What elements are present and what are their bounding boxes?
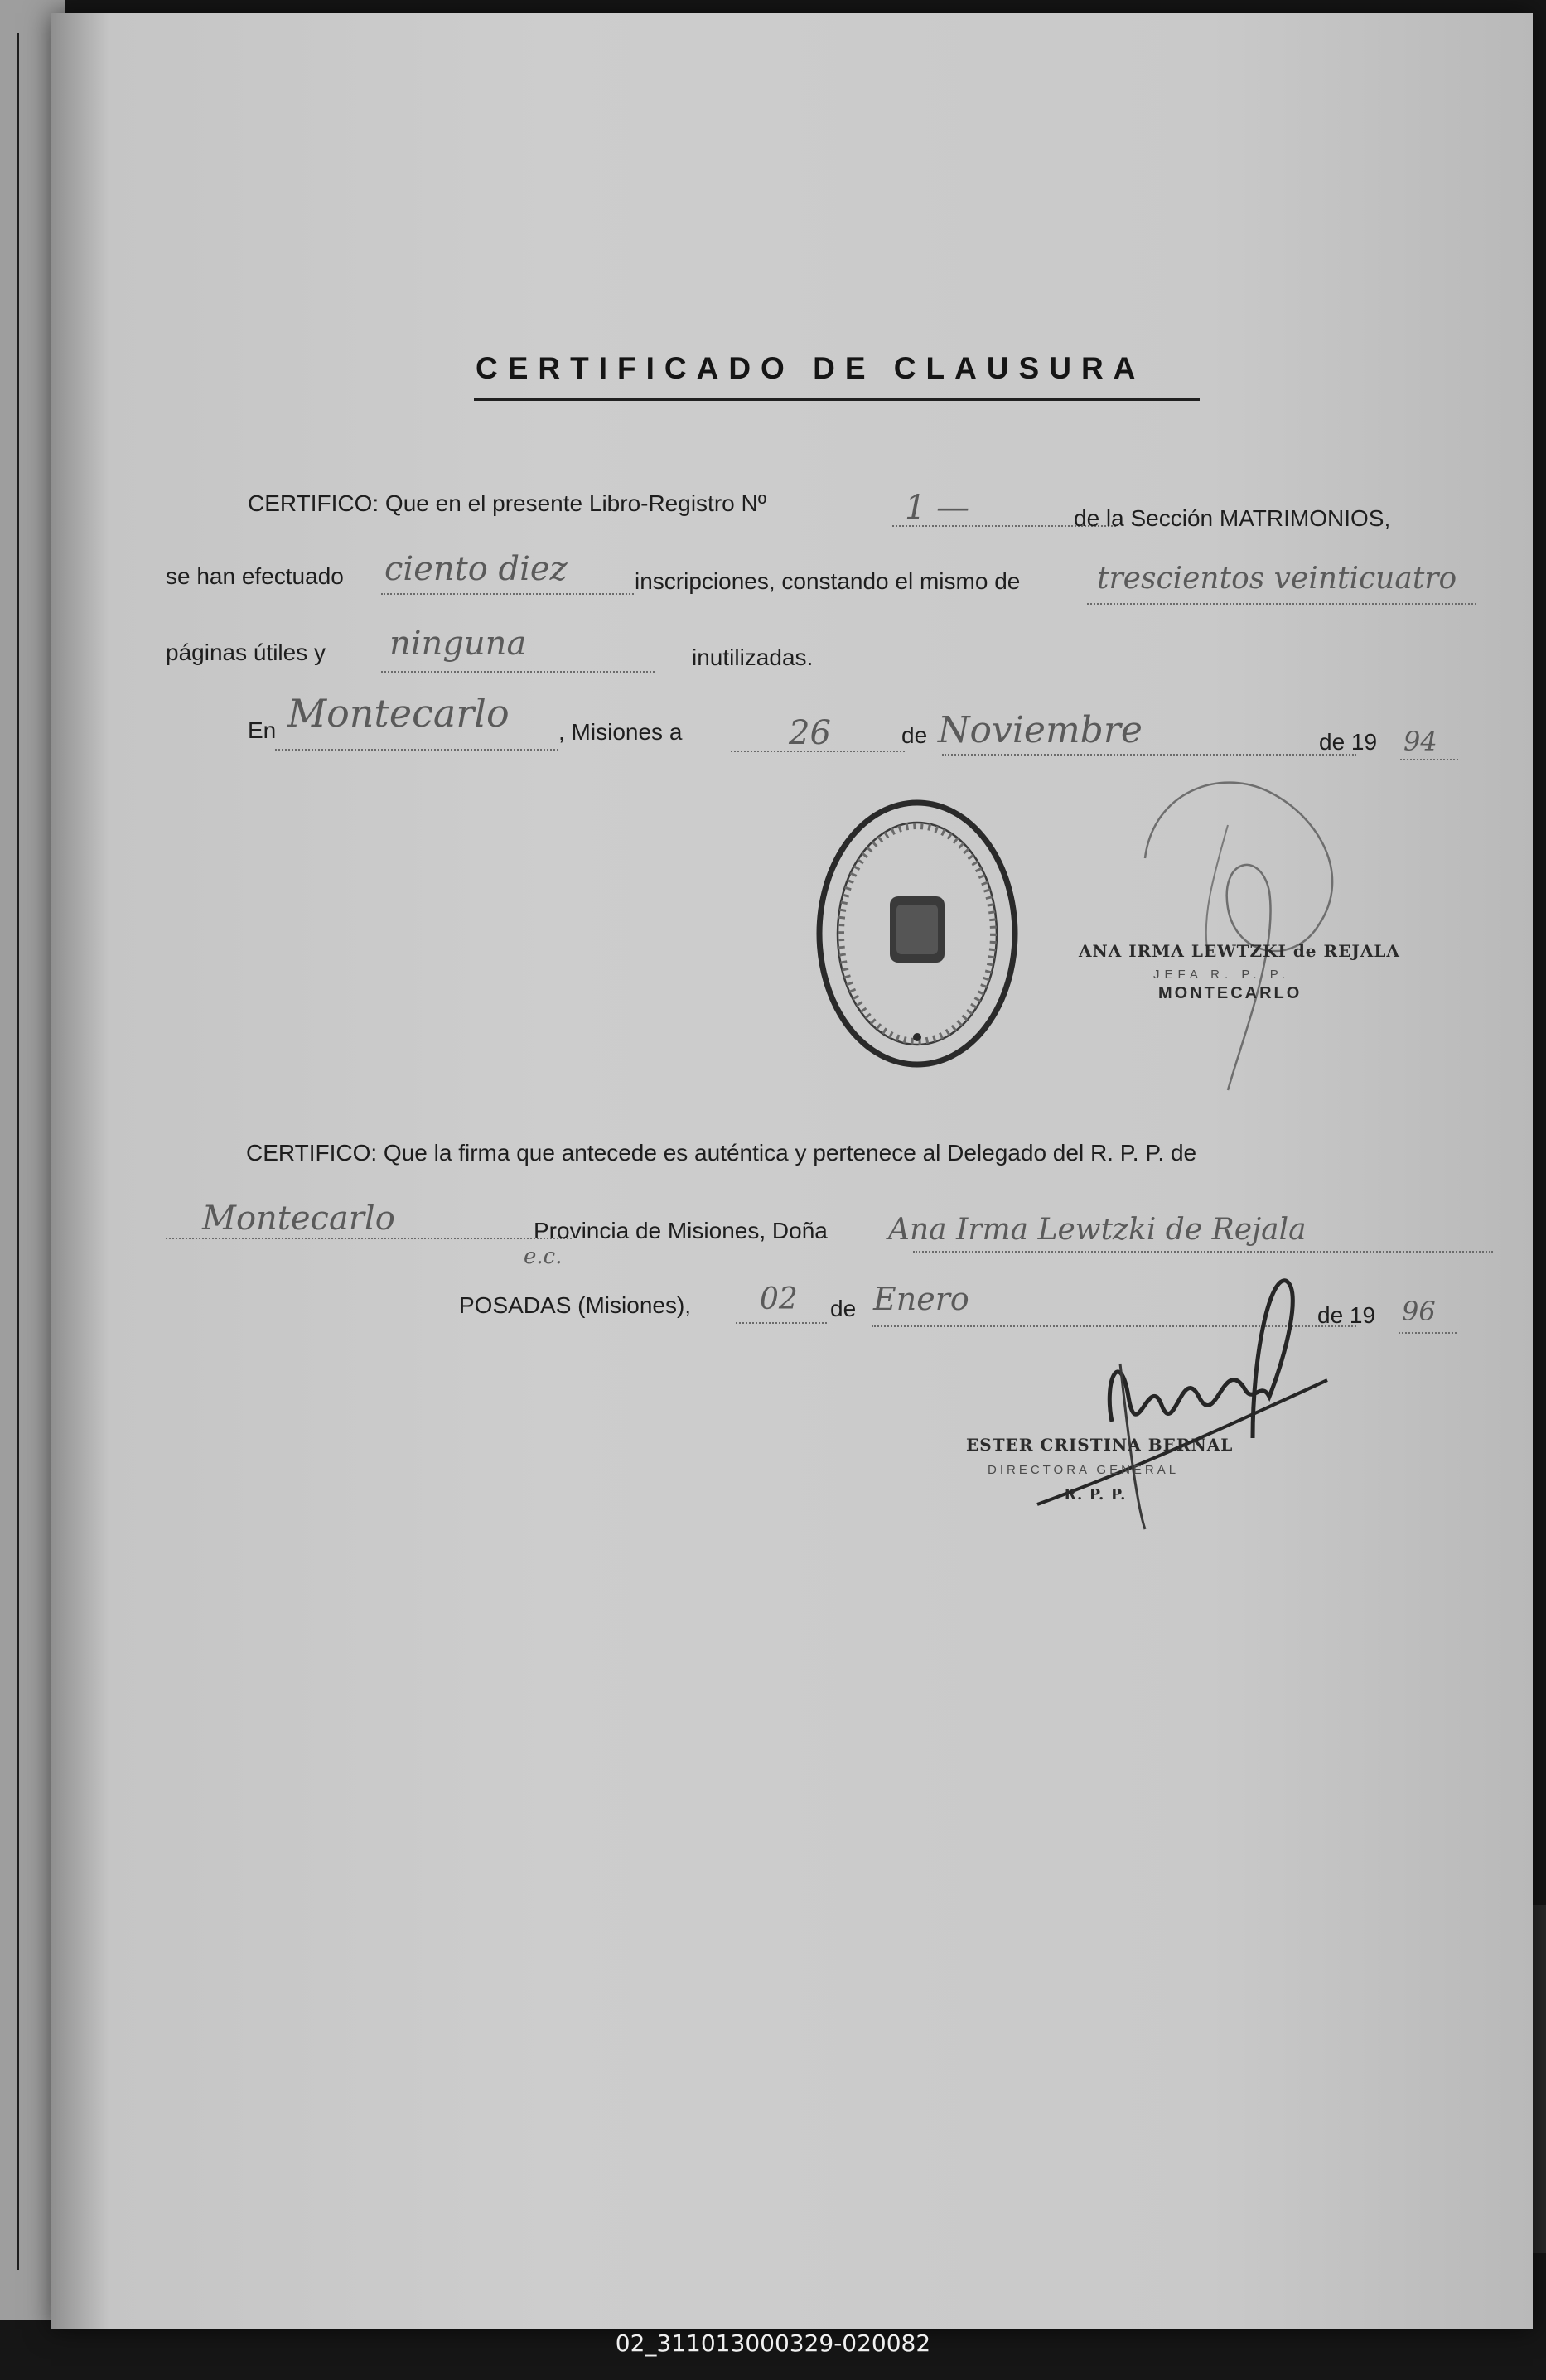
inscripciones-count-line <box>381 593 634 595</box>
signature-1-role: JEFA R. P. P. <box>1153 968 1290 982</box>
footer-reference: 02_311013000329-020082 <box>615 2329 931 2357</box>
p1-line4-text-a: En <box>248 717 277 743</box>
p1-line3-text-b: inutilizadas. <box>692 644 814 670</box>
p2-day-line <box>736 1322 827 1324</box>
year-handwritten: 94 <box>1403 726 1437 757</box>
p2-line1-text: CERTIFICO: Que la firma que antecede es auténtica y pertenece al Delegado del R. P. P. de <box>246 1140 1197 1166</box>
p2-line2-text-a: Provincia de Misiones, Doña <box>534 1218 828 1243</box>
p1-line3-text-a: páginas útiles y <box>166 640 326 665</box>
p2-line3-text-c: de 19 <box>1317 1302 1376 1328</box>
inutilizadas-count-handwritten: ninguna <box>389 625 527 663</box>
p2-month-handwritten: Enero <box>873 1281 969 1317</box>
p2-year-line <box>1399 1332 1457 1334</box>
p1-line1-text-a: CERTIFICO: Que en el presente Libro-Registro Nº <box>248 490 766 516</box>
p1-line4-text-b: , Misiones a <box>558 719 683 745</box>
p2-name-handwritten: Ana Irma Lewtzki de Rejala <box>888 1213 1307 1247</box>
paginas-count-handwritten: trescientos veinticuatro <box>1097 562 1457 596</box>
paginas-count-line <box>1087 603 1476 605</box>
official-seal-stamp <box>814 797 1021 1070</box>
p2-line3-text-b: de <box>830 1296 857 1321</box>
document-page <box>51 13 1533 2329</box>
place-handwritten: Montecarlo <box>287 691 510 736</box>
signature-2-scribble <box>1004 1256 1369 1554</box>
p1-line2-text-a: se han efectuado <box>166 563 344 589</box>
p2-name-line <box>913 1251 1493 1253</box>
signature-2-org: R. P. P. <box>1064 1486 1127 1504</box>
inscripciones-count-handwritten: ciento diez <box>384 550 568 588</box>
p2-place-line <box>166 1238 572 1239</box>
signature-1-place: MONTECARLO <box>1158 984 1302 1002</box>
document-title: CERTIFICADO DE CLAUSURA <box>476 351 1146 385</box>
p1-line1-text-b: de la Sección MATRIMONIOS, <box>1074 505 1391 531</box>
signature-2-name: ESTER CRISTINA BERNAL <box>966 1435 1234 1455</box>
p2-line3-text-a: POSADAS (Misiones), <box>459 1292 692 1318</box>
place-line <box>275 749 558 751</box>
p1-line4-text-c: de <box>901 722 928 748</box>
p2-note-handwritten: e.c. <box>524 1244 563 1269</box>
p1-line4-text-d: de 19 <box>1319 729 1378 755</box>
signature-1-scribble <box>1104 759 1402 1107</box>
p2-year-handwritten: 96 <box>1402 1296 1436 1327</box>
month-handwritten: Noviembre <box>938 709 1143 751</box>
day-handwritten: 26 <box>789 714 831 752</box>
month-line <box>942 754 1356 756</box>
inutilizadas-count-line <box>381 671 655 673</box>
registro-number-handwritten: 1 — <box>905 489 970 527</box>
year-line <box>1400 759 1458 760</box>
title-underline <box>474 398 1200 401</box>
signature-1-name: ANA IRMA LEWTZKI de REJALA <box>1079 941 1400 961</box>
p2-day-handwritten: 02 <box>760 1282 798 1316</box>
p1-line2-text-b: inscripciones, constando el mismo de <box>635 568 1021 594</box>
signature-2-role: DIRECTORA GENERAL <box>988 1463 1180 1477</box>
p2-place-handwritten: Montecarlo <box>202 1200 395 1238</box>
